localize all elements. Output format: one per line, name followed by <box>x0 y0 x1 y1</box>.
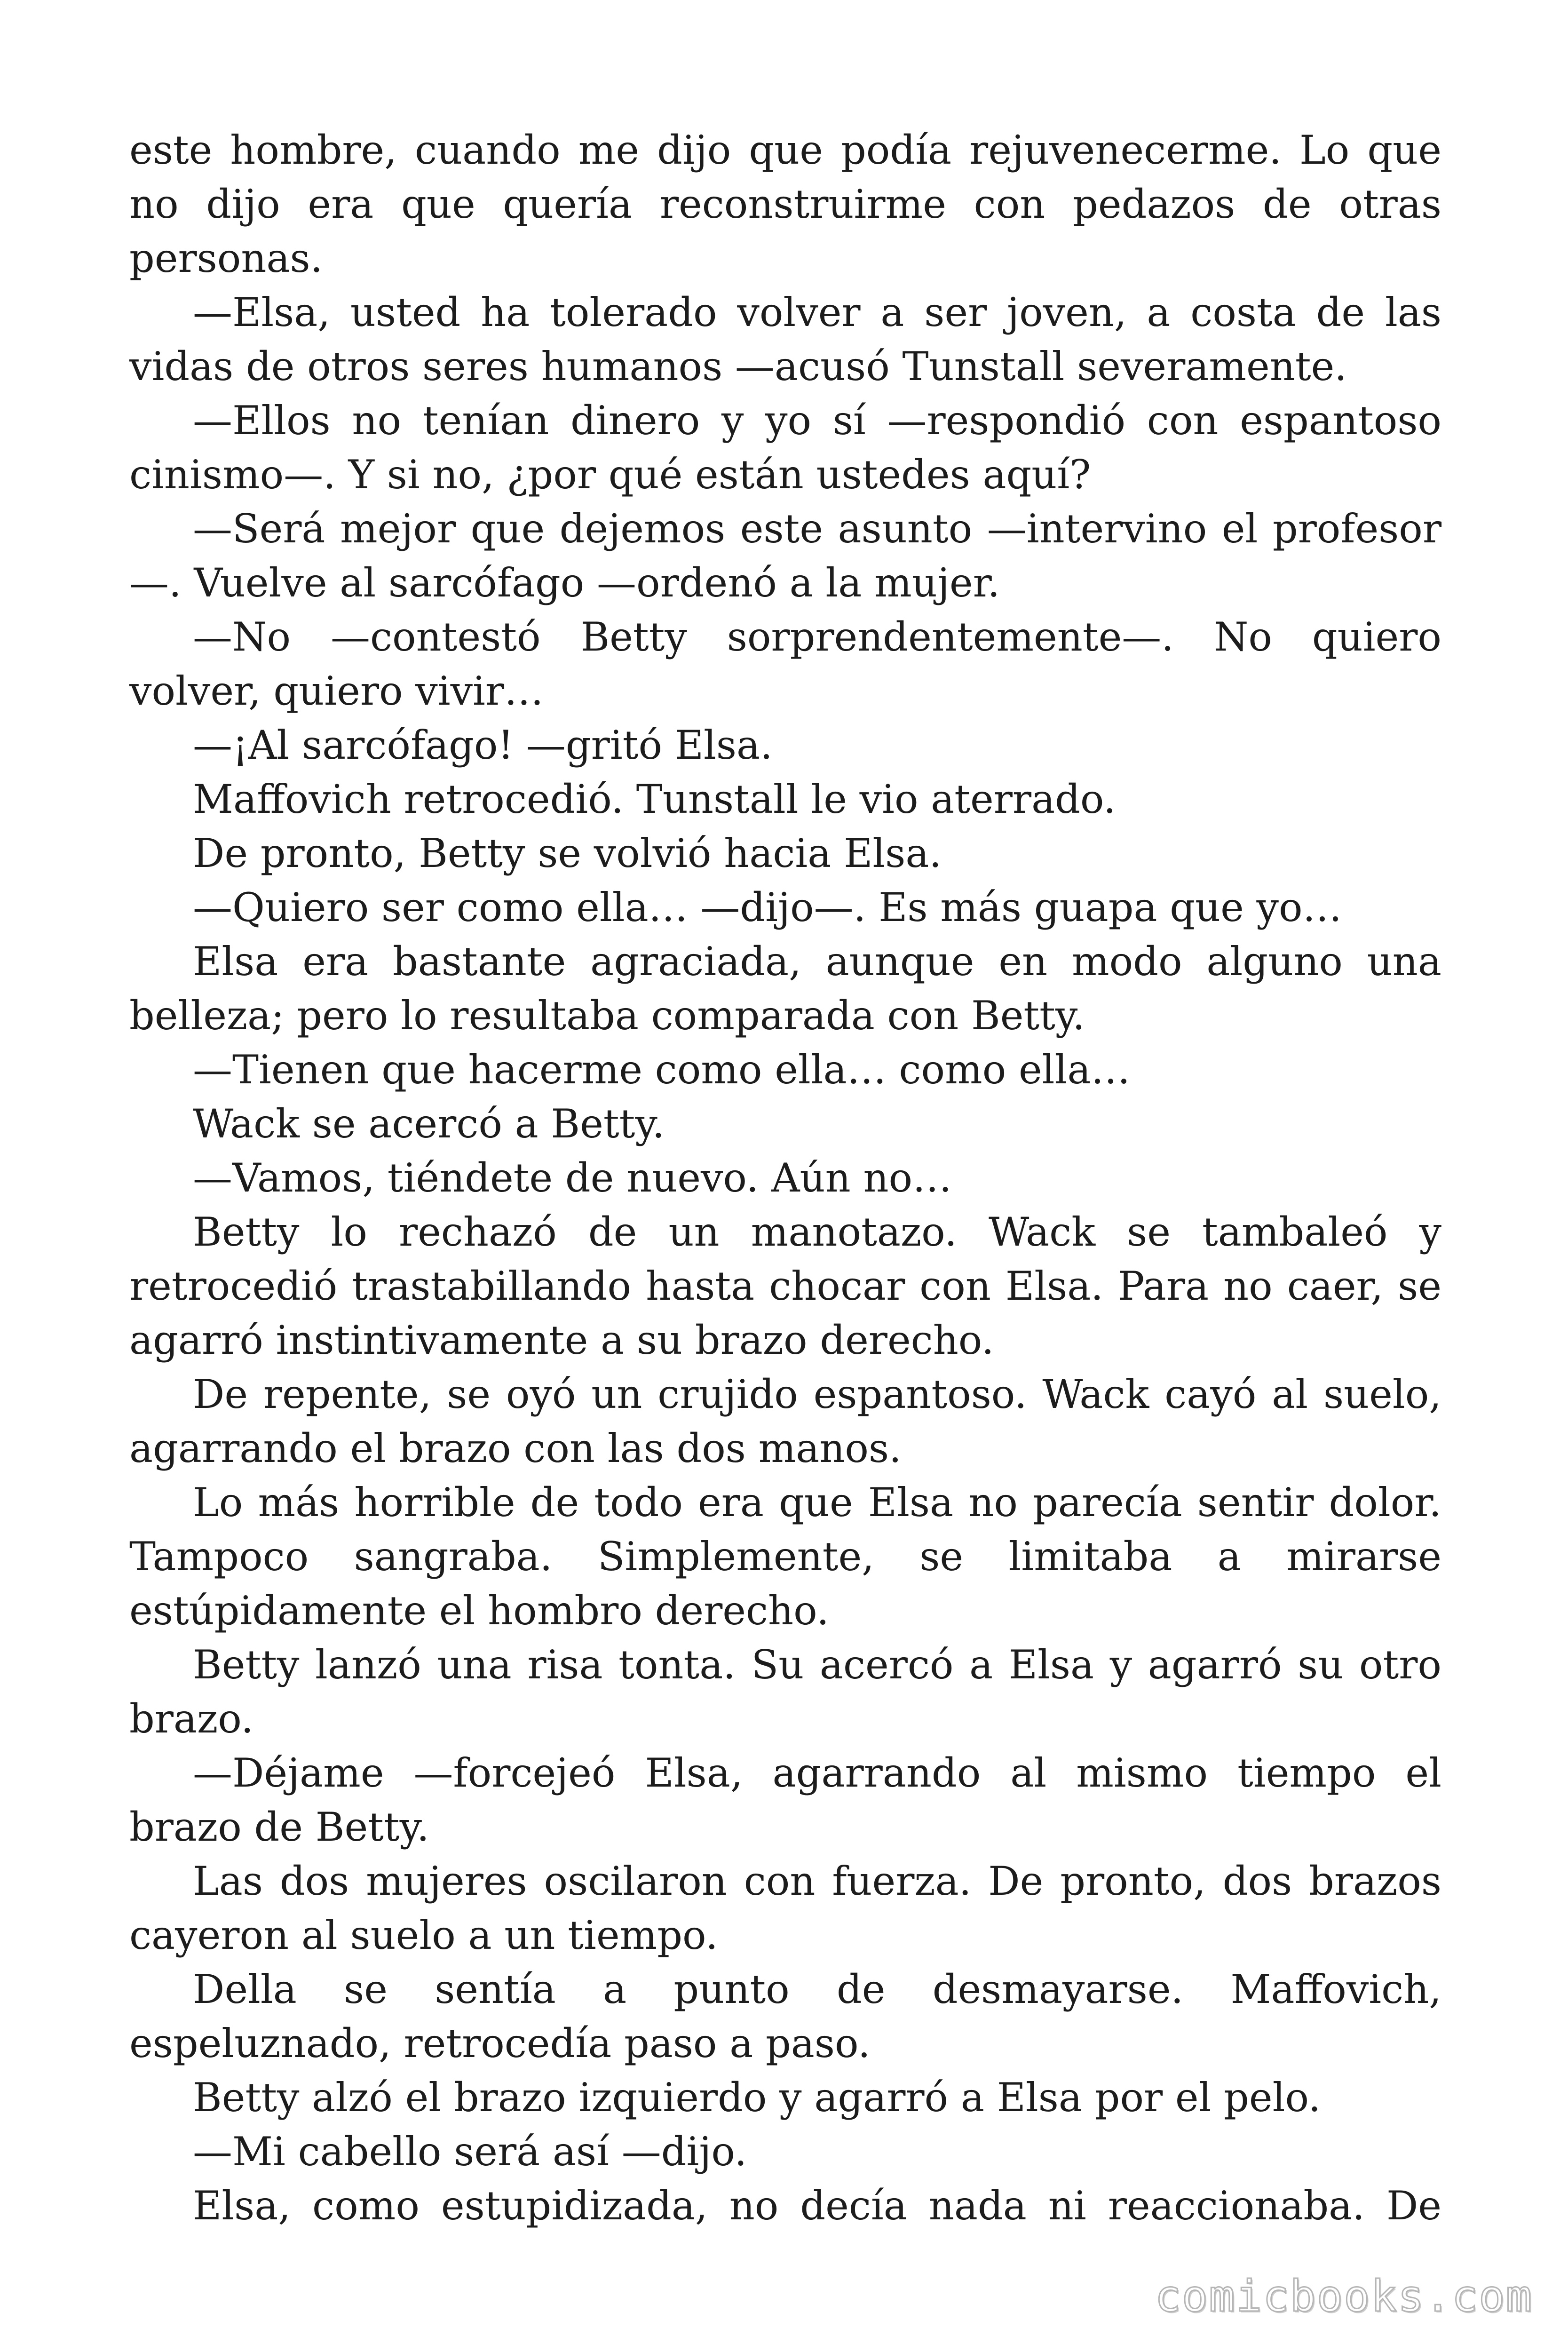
paragraph: —¡Al sarcófago! —gritó Elsa. <box>193 722 773 768</box>
paragraph: —Tienen que hacerme como ella… como ella… <box>193 1047 1131 1093</box>
paragraph: este hombre, cuando me dijo que podía rejuvenecerme. Lo que no dijo era que quería reconstruirme con pedazos de otras personas. <box>129 127 1441 281</box>
paragraph: Betty alzó el brazo izquierdo y agarró a Elsa por el pelo. <box>193 2074 1321 2121</box>
paragraph: —Será mejor que dejemos este asunto —intervino el profesor—. Vuelve al sarcófago —ordenó a la mujer. <box>129 506 1441 606</box>
paragraph: Elsa era bastante agraciada, aunque en modo alguno una belleza; pero lo resultaba comparada con Betty. <box>129 938 1441 1039</box>
paragraph: —Ellos no tenían dinero y yo sí —respondió con espantoso cinismo—. Y si no, ¿por qué están ustedes aquí? <box>129 397 1441 498</box>
paragraph: —Elsa, usted ha tolerado volver a ser joven, a costa de las vidas de otros seres humanos —acusó Tunstall severamente. <box>129 289 1441 389</box>
paragraph: Lo más horrible de todo era que Elsa no parecía sentir dolor. Tampoco sangraba. Simplemente, se limitaba a mirarse estúpidamente el hombro derecho. <box>129 1479 1441 1634</box>
paragraph: —Vamos, tiéndete de nuevo. Aún no… <box>193 1155 952 1201</box>
paragraph: —Déjame —forcejeó Elsa, agarrando al mismo tiempo el brazo de Betty. <box>129 1750 1441 1850</box>
paragraph: De repente, se oyó un crujido espantoso. Wack cayó al suelo, agarrando el brazo con las dos manos. <box>129 1371 1441 1471</box>
paragraph: Wack se acercó a Betty. <box>193 1101 665 1147</box>
paragraph: —Mi cabello será así —dijo. <box>193 2129 747 2175</box>
body-text <box>129 123 1441 2233</box>
paragraph: Las dos mujeres oscilaron con fuerza. De pronto, dos brazos cayeron al suelo a un tiempo. <box>129 1858 1441 1958</box>
paragraph: Betty lo rechazó de un manotazo. Wack se tambaleó y retrocedió trastabillando hasta chocar con Elsa. Para no caer, se agarró instintivamente a su brazo derecho. <box>129 1209 1441 1363</box>
paragraph: Maffovich retrocedió. Tunstall le vio aterrado. <box>193 776 1116 822</box>
paragraph: Della se sentía a punto de desmayarse. Maffovich, espeluznado, retrocedía paso a paso. <box>129 1966 1441 2066</box>
paragraph: —No —contestó Betty sorprendentemente—. No quiero volver, quiero vivir… <box>129 614 1441 714</box>
paragraph: De pronto, Betty se volvió hacia Elsa. <box>193 830 942 876</box>
watermark: comicbooks.com <box>1155 2271 1533 2321</box>
paragraph: Elsa, como estupidizada, no decía nada ni reaccionaba. De <box>193 2183 1441 2229</box>
paragraph: Betty lanzó una risa tonta. Su acercó a Elsa y agarró su otro brazo. <box>129 1642 1441 1742</box>
paragraph: —Quiero ser como ella… —dijo—. Es más guapa que yo… <box>193 884 1342 930</box>
